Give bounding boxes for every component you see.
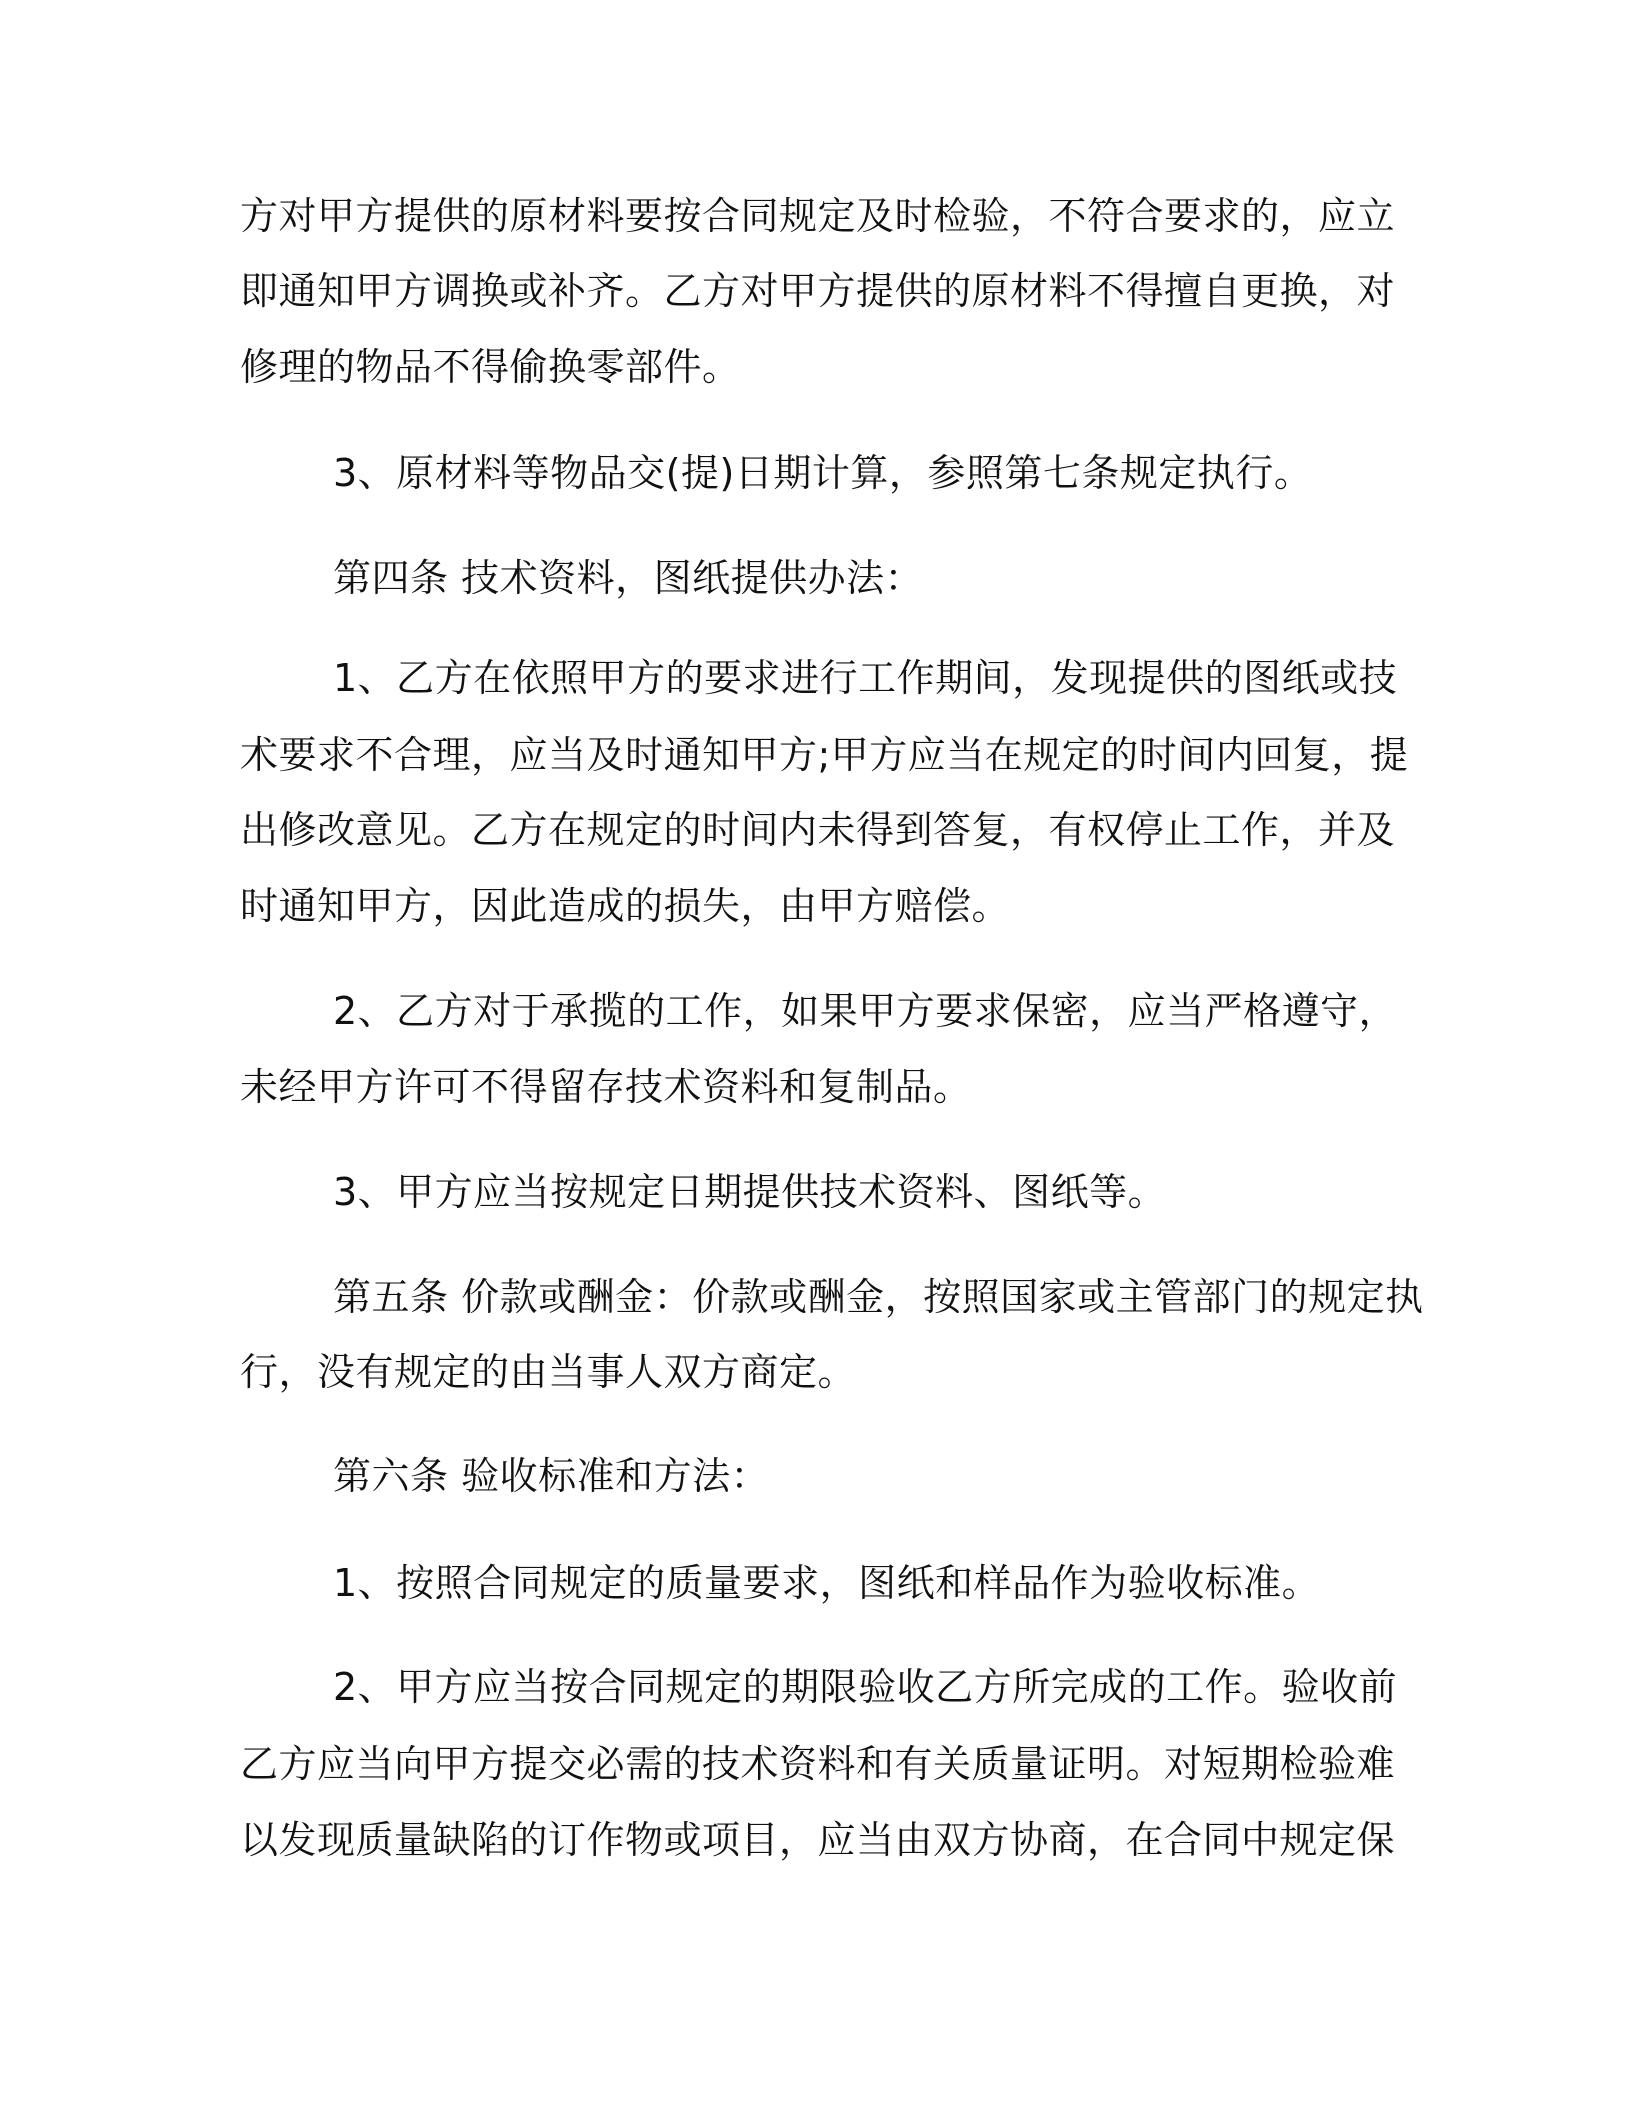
text-line: 以发现质量缺陷的订作物或项目，应当由双方协商，在合同中规定保	[240, 1818, 1396, 1862]
text-line: 1、乙方在依照甲方的要求进行工作期间，发现提供的图纸或技	[333, 656, 1398, 700]
text-line: 1、按照合同规定的质量要求，图纸和样品作为验收标准。	[333, 1561, 1321, 1605]
text-line: 即通知甲方调换或补齐。乙方对甲方提供的原材料不得擅自更换，对	[240, 269, 1396, 313]
text-line: 未经甲方许可不得留存技术资料和复制品。	[240, 1065, 972, 1109]
text-line: 方对甲方提供的原材料要按合同规定及时检验，不符合要求的，应立	[240, 194, 1396, 238]
section-heading: 第四条 技术资料，图纸提供办法：	[333, 556, 924, 600]
text-line: 2、乙方对于承揽的工作，如果甲方要求保密，应当严格遵守，	[333, 989, 1398, 1033]
text-line: 时通知甲方，因此造成的损失，由甲方赔偿。	[240, 884, 1011, 928]
text-line: 修理的物品不得偷换零部件。	[240, 345, 741, 389]
text-line: 3、甲方应当按规定日期提供技术资料、图纸等。	[333, 1170, 1167, 1214]
section-heading: 第五条 价款或酬金：价款或酬金，按照国家或主管部门的规定执	[333, 1275, 1424, 1319]
text-line: 行，没有规定的由当事人双方商定。	[240, 1350, 857, 1394]
text-line: 出修改意见。乙方在规定的时间内未得到答复，有权停止工作，并及	[240, 808, 1396, 852]
text-line: 术要求不合理，应当及时通知甲方;甲方应当在规定的时间内回复，提	[240, 733, 1409, 777]
section-heading: 第六条 验收标准和方法：	[333, 1454, 770, 1498]
text-line: 乙方应当向甲方提交必需的技术资料和有关质量证明。对短期检验难	[240, 1742, 1396, 1786]
text-line: 3、原材料等物品交(提)日期计算，参照第七条规定执行。	[333, 451, 1313, 495]
text-line: 2、甲方应当按合同规定的期限验收乙方所完成的工作。验收前	[333, 1665, 1398, 1709]
